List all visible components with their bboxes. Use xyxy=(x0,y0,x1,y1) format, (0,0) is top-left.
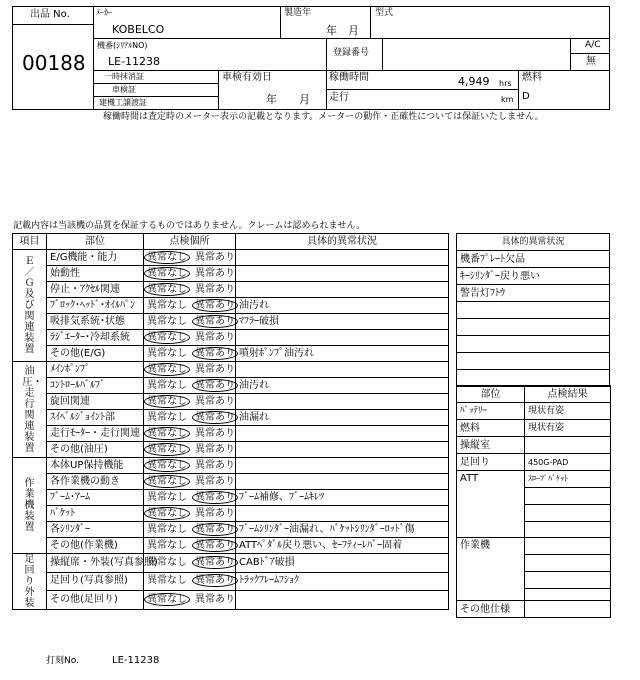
option-none: 異常なし xyxy=(147,491,187,503)
stamp-label: 打刻No. xyxy=(46,656,79,666)
abnormal-empty xyxy=(457,302,610,319)
checkpoint-cell xyxy=(144,282,236,298)
abnormal-header: 具体的異常状況 xyxy=(457,234,610,251)
results-table xyxy=(456,385,611,618)
checkpoint-cell xyxy=(144,378,236,394)
work-label: 作業機 xyxy=(457,538,525,601)
option-none: 異常なし xyxy=(144,363,190,376)
detail-cell: ﾌﾞｰﾑｼﾘﾝﾀﾞｰ油漏れ、ﾊﾞｹｯﾄｼﾘﾝﾀﾞｰﾛｯﾄﾞ傷 xyxy=(236,522,449,538)
checkpoint-cell xyxy=(144,298,236,314)
results-part: 足回り xyxy=(457,454,525,471)
checkpoint-cell xyxy=(144,591,236,610)
option-none: 異常なし xyxy=(147,575,187,587)
detail-cell xyxy=(236,591,449,610)
option-none: 異常なし xyxy=(144,251,190,264)
hours-label: 稼働時間 xyxy=(329,72,369,83)
part-cell: その他(E/G) xyxy=(47,346,144,362)
table-row xyxy=(13,458,449,474)
group-label xyxy=(13,554,47,610)
detail-cell: ﾏﾌﾗｰ破損 xyxy=(236,314,449,330)
option-none: 異常なし xyxy=(144,443,190,456)
checkpoint-cell xyxy=(144,474,236,490)
cert-transfer: 建機工譲渡証 xyxy=(99,98,147,107)
detail-cell xyxy=(236,426,449,442)
part-cell: ﾌﾞﾛｯｸ･ﾍｯﾄﾞ･ｵｲﾙﾊﾟﾝ xyxy=(47,298,144,314)
detail-cell: ATTﾍﾟﾀﾞﾙ戻り悪い、ｾｰﾌﾃｨｰﾚﾊﾞｰ固着 xyxy=(236,538,449,554)
detail-cell xyxy=(236,394,449,410)
table-row xyxy=(13,346,449,362)
option-none: 異常なし xyxy=(144,459,190,472)
option-some: 異常あり xyxy=(195,594,235,606)
detail-cell xyxy=(236,458,449,474)
checkpoint-cell xyxy=(144,394,236,410)
group-label-text: Ｅ／Ｇ及び関連装置 xyxy=(24,256,35,355)
table-row xyxy=(13,442,449,458)
option-some: 異常あり xyxy=(192,491,238,504)
results-part: 操縦室 xyxy=(457,437,525,454)
part-cell: 操縦席・外装(写真参照) xyxy=(47,554,144,573)
checkpoint-cell xyxy=(144,572,236,591)
maker-label: ﾒｰｶｰ xyxy=(96,8,112,17)
checkpoint-cell xyxy=(144,554,236,573)
abnormal-empty xyxy=(457,353,610,370)
inspection-table xyxy=(12,233,449,610)
table-row xyxy=(13,330,449,346)
table-row xyxy=(13,298,449,314)
part-cell: 走行ﾓｰﾀｰ・走行関連 xyxy=(47,426,144,442)
results-value xyxy=(525,471,611,538)
part-cell: その他(作業機) xyxy=(47,538,144,554)
lot-label: 出品 No. xyxy=(30,9,70,20)
table-row xyxy=(13,378,449,394)
option-some: 異常あり xyxy=(195,395,235,407)
part-cell: その他(足回り) xyxy=(47,591,144,610)
option-none: 異常なし xyxy=(147,556,187,568)
table-row xyxy=(13,591,449,610)
option-some: 異常あり xyxy=(195,443,235,455)
detail-cell xyxy=(236,250,449,266)
option-none: 異常なし xyxy=(144,475,190,488)
results-header-result: 点検結果 xyxy=(525,386,611,403)
abnormal-empty xyxy=(457,336,610,353)
group-label xyxy=(13,362,47,458)
results-part: 燃料 xyxy=(457,420,525,437)
checkpoint-cell xyxy=(144,362,236,378)
checkpoint-cell xyxy=(144,314,236,330)
ac-label: A/C xyxy=(585,40,601,50)
quality-note: 記載内容は当該機の品質を保証するものではありません。クレームは認められません。 xyxy=(13,221,366,231)
fuel-label: 燃料 xyxy=(522,72,542,83)
detail-cell xyxy=(236,362,449,378)
part-cell: ｺﾝﾄﾛｰﾙﾊﾞﾙﾌﾞ xyxy=(47,378,144,394)
table-row xyxy=(13,282,449,298)
option-some: 異常あり xyxy=(195,459,235,471)
option-none: 異常なし xyxy=(147,315,187,327)
option-some: 異常あり xyxy=(195,475,235,487)
checkpoint-cell xyxy=(144,250,236,266)
checkpoint-cell xyxy=(144,346,236,362)
part-cell: ｽｲﾍﾞﾙｼﾞｮｲﾝﾄ部 xyxy=(47,410,144,426)
stamp-value: LE-11238 xyxy=(112,655,160,666)
option-some: 異常あり xyxy=(192,347,238,360)
part-cell: 足回り(写真参照) xyxy=(47,572,144,591)
part-cell: 各ｼﾘﾝﾀﾞｰ xyxy=(47,522,144,538)
group-label xyxy=(13,458,47,554)
detail-cell: ﾄﾗｯｸﾌﾚｰﾑﾌｼｮｸ xyxy=(236,572,449,591)
reg-label: 登録番号 xyxy=(333,48,370,58)
option-some: 異常あり xyxy=(195,427,235,439)
option-none: 異常なし xyxy=(144,283,190,296)
header-detail: 具体的異常状況 xyxy=(236,234,449,250)
detail-cell: 油汚れ xyxy=(236,298,449,314)
results-value: 現状有姿 xyxy=(525,403,611,420)
checkpoint-cell xyxy=(144,458,236,474)
abnormal-item: ｷｰｼﾘﾝﾀﾞｰ戻り悪い xyxy=(457,268,610,285)
table-row xyxy=(13,474,449,490)
part-cell: 旋回関連 xyxy=(47,394,144,410)
option-some: 異常あり xyxy=(192,315,238,328)
detail-cell xyxy=(236,474,449,490)
detail-cell xyxy=(236,266,449,282)
option-some: 異常あり xyxy=(195,251,235,263)
detail-cell: CABﾄﾞｱ破損 xyxy=(236,554,449,573)
results-part: ﾊﾞｯﾃﾘｰ xyxy=(457,403,525,420)
option-some: 異常あり xyxy=(192,523,238,536)
table-row xyxy=(13,572,449,591)
header-part: 部位 xyxy=(47,234,144,250)
table-row xyxy=(13,266,449,282)
part-cell: 停止・ｱｸｾﾙ関連 xyxy=(47,282,144,298)
detail-cell: 油汚れ xyxy=(236,378,449,394)
lot-number: 00188 xyxy=(22,51,86,75)
km-label: 走行 xyxy=(329,92,349,103)
option-none: 異常なし xyxy=(147,523,187,535)
checkpoint-cell xyxy=(144,426,236,442)
table-row xyxy=(13,538,449,554)
option-some: 異常あり xyxy=(195,283,235,295)
table-row xyxy=(13,314,449,330)
option-none: 異常なし xyxy=(147,347,187,359)
detail-cell: 油漏れ xyxy=(236,410,449,426)
cert-vehicle: 車検証 xyxy=(112,85,136,94)
option-none: 異常なし xyxy=(147,299,187,311)
header-checkpoint: 点検個所 xyxy=(144,234,236,250)
option-none: 異常なし xyxy=(147,539,187,551)
part-cell: E/G機能・能力 xyxy=(47,250,144,266)
option-none: 異常なし xyxy=(144,427,190,440)
results-value: 450G-PAD xyxy=(525,454,611,471)
checkpoint-cell xyxy=(144,266,236,282)
results-part: ATT xyxy=(457,471,525,538)
hours-note: 稼働時間は査定時のメーター表示の記載となります。メーターの動作・正確性については保証いたしません。 xyxy=(103,112,544,122)
table-row xyxy=(13,554,449,573)
maker-value: KOBELCO xyxy=(112,23,165,36)
detail-cell xyxy=(236,442,449,458)
checkpoint-cell xyxy=(144,506,236,522)
option-none: 異常なし xyxy=(144,593,190,606)
option-some: 異常あり xyxy=(195,267,235,279)
cert-temp-cancel: 一時抹消証 xyxy=(104,72,144,81)
checkpoint-cell xyxy=(144,442,236,458)
att-value: ｽﾛｰﾌﾟﾊﾞｹｯﾄ xyxy=(525,471,610,488)
option-some: 異常あり xyxy=(192,539,238,552)
model-label: 型式 xyxy=(375,8,394,18)
abnormal-table xyxy=(456,233,610,387)
part-cell: 始動性 xyxy=(47,266,144,282)
fuel-value: D xyxy=(522,91,530,102)
table-row xyxy=(13,410,449,426)
option-none: 異常なし xyxy=(144,331,190,344)
ac-value: 無 xyxy=(586,56,596,67)
part-cell: 吸排気系統･状態 xyxy=(47,314,144,330)
option-some: 異常あり xyxy=(195,331,235,343)
option-some: 異常あり xyxy=(192,411,238,424)
checkpoint-cell xyxy=(144,330,236,346)
detail-cell xyxy=(236,330,449,346)
table-row xyxy=(13,250,449,266)
table-row xyxy=(13,426,449,442)
results-value xyxy=(525,437,611,454)
table-row xyxy=(13,362,449,378)
year-label: 製造年 xyxy=(284,8,312,18)
table-row xyxy=(13,394,449,410)
detail-cell: 噴射ﾎﾟﾝﾌﾟ油汚れ xyxy=(236,346,449,362)
serial-value: LE-11238 xyxy=(108,55,161,68)
option-some: 異常あり xyxy=(195,507,235,519)
option-some: 異常あり xyxy=(192,379,238,392)
results-header-part: 部位 xyxy=(457,386,525,403)
option-some: 異常あり xyxy=(192,574,238,587)
hours-unit: hrs xyxy=(499,79,512,88)
results-value: 現状有姿 xyxy=(525,420,611,437)
table-row xyxy=(13,506,449,522)
checkpoint-cell xyxy=(144,538,236,554)
checkpoint-cell xyxy=(144,410,236,426)
option-some: 異常あり xyxy=(195,363,235,375)
part-cell: ﾗｼﾞｴｰﾀｰ･冷却系統 xyxy=(47,330,144,346)
group-label-text: 作業機装置 xyxy=(24,478,35,533)
table-row xyxy=(13,490,449,506)
option-none: 異常なし xyxy=(144,395,190,408)
hours-value: 4,949 xyxy=(458,75,490,88)
part-cell: ﾊﾞｹｯﾄ xyxy=(47,506,144,522)
year-suffix: 年 月 xyxy=(326,24,359,37)
part-cell: 各作業機の動き xyxy=(47,474,144,490)
option-none: 異常なし xyxy=(144,507,190,520)
header-item: 項目 xyxy=(13,234,47,250)
option-none: 異常なし xyxy=(147,411,187,423)
checkpoint-cell xyxy=(144,490,236,506)
abnormal-empty xyxy=(457,319,610,336)
detail-cell xyxy=(236,282,449,298)
option-none: 異常なし xyxy=(147,379,187,391)
inspect-suffix: 年 月 xyxy=(266,93,310,106)
detail-cell: ﾌﾞｰﾑ補修、ﾌﾞｰﾑｷﾚﾂ xyxy=(236,490,449,506)
abnormal-item: 機番ﾌﾟﾚｰﾄ欠品 xyxy=(457,251,610,268)
option-some: 異常あり xyxy=(192,556,238,569)
part-cell: 本体UP保持機能 xyxy=(47,458,144,474)
abnormal-empty xyxy=(457,370,610,387)
table-header-row xyxy=(13,234,449,250)
part-cell: その他(油圧) xyxy=(47,442,144,458)
inspect-label: 車検有効日 xyxy=(222,72,272,83)
part-cell: ﾒｲﾝﾎﾟﾝﾌﾟ xyxy=(47,362,144,378)
part-cell: ﾌﾞｰﾑ･ｱｰﾑ xyxy=(47,490,144,506)
group-label-text: 足回り外装 xyxy=(24,554,35,609)
other-spec-label: その他仕様 xyxy=(457,601,525,618)
group-label-text: 油圧・走行関連装置 xyxy=(22,365,43,454)
checkpoint-cell xyxy=(144,522,236,538)
group-label xyxy=(13,250,47,362)
abnormal-item: 警告灯ﾌﾄｳ xyxy=(457,285,610,302)
detail-cell xyxy=(236,506,449,522)
option-none: 異常なし xyxy=(144,267,190,280)
serial-label: 機番(ｼﾘｱﾙNO) xyxy=(97,41,148,50)
km-unit: km xyxy=(501,95,514,104)
table-row xyxy=(13,522,449,538)
option-some: 異常あり xyxy=(192,299,238,312)
